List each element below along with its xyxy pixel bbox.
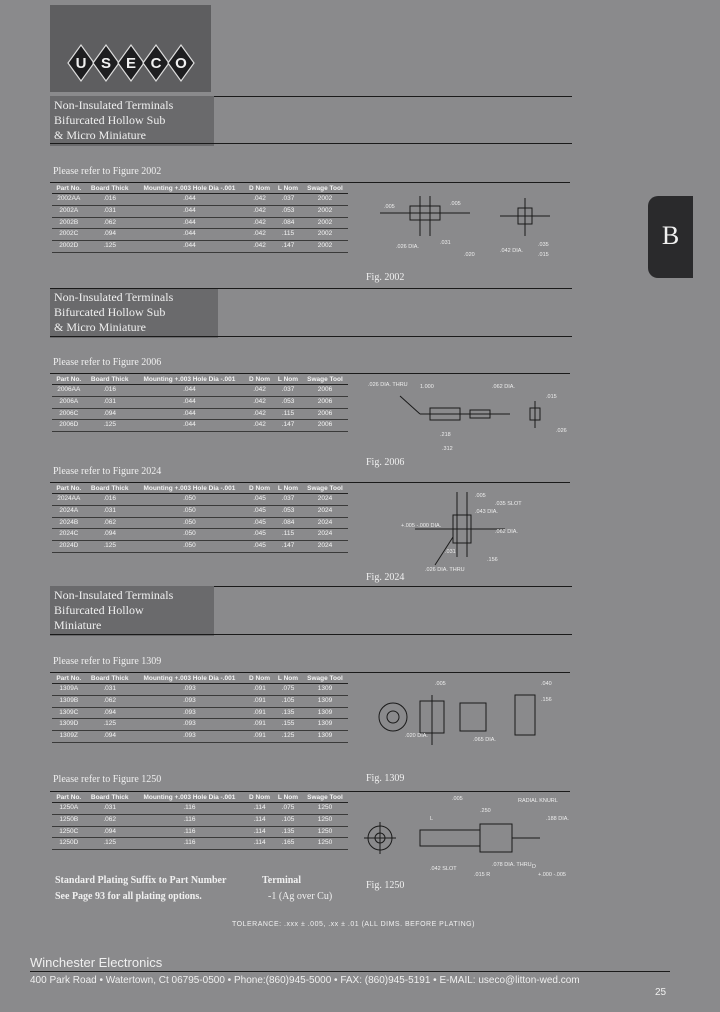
table-row: 2024C .094 .050 .045 .115 2024 <box>52 529 348 541</box>
spec-table-2002: Part No. Board Thick Mounting +.003 Hole Dia -.001 D Nom L Nom Swage Tool 2002AA .016 .044 .042 .037 2002 2002A .031 .044 .042 .053 2002 2002B .062 .044 .042 .084 2002 2002C .094 .044 .042 .115 2002 2002D .125 .044 .042 .147 2002 <box>52 184 348 253</box>
svg-text:.312: .312 <box>442 446 453 452</box>
svg-text:.218: .218 <box>440 432 451 438</box>
table-row: 2002D .125 .044 .042 .147 2002 <box>52 241 348 253</box>
figure-reference: Please refer to Figure 1309 <box>53 656 162 667</box>
page-number: 25 <box>655 987 667 998</box>
spec-table-2024: Part No. Board Thick Mounting +.003 Hole Dia -.001 D Nom L Nom Swage Tool 2024AA .016 .050 .045 .037 2024 2024A .031 .050 .045 .053 2024 2024B .062 .050 .045 .084 2024 2024C .094 .050 .045 .115 2024 2024D .125 .050 .045 .147 2024 <box>52 484 348 553</box>
svg-text:.078 DIA. THRU: .078 DIA. THRU <box>492 862 532 868</box>
figure-1250-drawing <box>360 790 575 880</box>
svg-text:.188 DIA.: .188 DIA. <box>546 816 569 822</box>
table-row: 1309D .125 .093 .091 .155 1309 <box>52 719 348 731</box>
svg-text:.062 DIA.: .062 DIA. <box>495 529 518 535</box>
company-address: 400 Park Road • Watertown, Ct 06795-0500 • Phone:(860)945-5000 • FAX: (860)945-5191 • E-MAIL: useco@litton-wed.com <box>30 975 580 986</box>
spec-table-1250: Part No. Board Thick Mounting +.003 Hole Dia -.001 D Nom L Nom Swage Tool 1250A .031 .116 .114 .075 1250 1250B .062 .116 .114 .105 1250 1250C .094 .116 .114 .135 1250 1250D .125 .116 .114 .165 1250 <box>52 793 348 850</box>
svg-text:.026: .026 <box>556 428 567 434</box>
plating-terminal-value: -1 (Ag over Cu) <box>268 891 333 902</box>
svg-text:.020 DIA.: .020 DIA. <box>405 733 428 739</box>
figure-caption: Fig. 2006 <box>366 457 405 468</box>
svg-text:1.000: 1.000 <box>420 384 434 390</box>
figure-1309-drawing <box>365 675 570 770</box>
plating-options-note: See Page 93 for all plating options. <box>55 891 202 902</box>
svg-text:.005: .005 <box>450 201 461 207</box>
table-row: 2024A .031 .050 .045 .053 2024 <box>52 505 348 517</box>
svg-text:.020: .020 <box>464 252 475 258</box>
table-row: 2024B .062 .050 .045 .084 2024 <box>52 517 348 529</box>
table-row: 2006D .125 .044 .042 .147 2006 <box>52 420 348 432</box>
table-row: 1250C .094 .116 .114 .135 1250 <box>52 826 348 838</box>
tolerance-note: TOLERANCE: .xxx ± .005, .xx ± .01 (ALL DIMS. BEFORE PLATING) <box>232 921 475 928</box>
table-row: 1250D .125 .116 .114 .165 1250 <box>52 838 348 850</box>
company-name: Winchester Electronics <box>30 955 163 970</box>
svg-text:.156: .156 <box>487 557 498 563</box>
svg-text:.035: .035 <box>538 242 549 248</box>
svg-text:.005: .005 <box>452 796 463 802</box>
logo-letter: C <box>150 55 162 72</box>
svg-text:.005: .005 <box>475 493 486 499</box>
table-row: 1309A .031 .093 .091 .075 1309 <box>52 684 348 696</box>
spec-table-2006: Part No. Board Thick Mounting +.003 Hole Dia -.001 D Nom L Nom Swage Tool 2006AA .016 .044 .042 .037 2006 2006A .031 .044 .042 .053 2006 2006C .094 .044 .042 .115 2006 2006D .125 .044 .042 .147 2006 <box>52 375 348 432</box>
table-row: 2024AA .016 .050 .045 .037 2024 <box>52 494 348 506</box>
svg-text:.156: .156 <box>541 697 552 703</box>
plating-terminal-label: Terminal <box>262 875 302 886</box>
table-row: 2006C .094 .044 .042 .115 2006 <box>52 408 348 420</box>
table-row: 2002C .094 .044 .042 .115 2002 <box>52 229 348 241</box>
svg-text:.015: .015 <box>538 252 549 258</box>
svg-text:.065 DIA.: .065 DIA. <box>473 737 496 743</box>
table-row: 2006A .031 .044 .042 .053 2006 <box>52 396 348 408</box>
useco-logo <box>50 5 211 92</box>
figure-caption: Fig. 1309 <box>366 773 405 784</box>
svg-text:.015 R: .015 R <box>474 872 491 878</box>
svg-text:.031: .031 <box>445 549 456 555</box>
figure-2006-drawing <box>360 376 575 456</box>
svg-text:.031: .031 <box>440 240 451 246</box>
svg-text:+.000 -.005: +.000 -.005 <box>538 872 566 878</box>
section-title: Non-Insulated Terminals Bifurcated Hollow Sub & Micro Miniature <box>50 288 218 338</box>
logo-letter: S <box>100 55 112 72</box>
svg-text:.005: .005 <box>435 681 446 687</box>
logo-letter: E <box>125 55 137 72</box>
section-title: Non-Insulated Terminals Bifurcated Hollow Miniature <box>50 586 214 636</box>
figure-caption: Fig. 1250 <box>366 880 405 891</box>
svg-text:.026 DIA. THRU: .026 DIA. THRU <box>368 382 408 388</box>
table-row: 2002A .031 .044 .042 .053 2002 <box>52 205 348 217</box>
figure-caption: Fig. 2024 <box>366 572 405 583</box>
table-row: 1309C .094 .093 .091 .135 1309 <box>52 707 348 719</box>
figure-reference: Please refer to Figure 2002 <box>53 166 162 177</box>
figure-caption: Fig. 2002 <box>366 272 405 283</box>
logo-letter: U <box>75 55 87 72</box>
table-row: 1309B .062 .093 .091 .105 1309 <box>52 695 348 707</box>
useco-logo-graphic <box>50 5 211 92</box>
table-row: 1250B .062 .116 .114 .105 1250 <box>52 814 348 826</box>
svg-text:.035 SLOT: .035 SLOT <box>495 501 522 507</box>
svg-text:.040: .040 <box>541 681 552 687</box>
svg-text:.005: .005 <box>384 204 395 210</box>
svg-text:.042 SLOT: .042 SLOT <box>430 866 457 872</box>
figure-reference: Please refer to Figure 2006 <box>53 357 162 368</box>
svg-text:.250: .250 <box>480 808 491 814</box>
svg-text:.062 DIA.: .062 DIA. <box>492 384 515 390</box>
section-tab-b: B <box>648 196 693 278</box>
table-row: 1250A .031 .116 .114 .075 1250 <box>52 803 348 815</box>
spec-table-1309: Part No. Board Thick Mounting +.003 Hole Dia -.001 D Nom L Nom Swage Tool 1309A .031 .093 .091 .075 1309 1309B .062 .093 .091 .105 1309 1309C .094 .093 .091 .135 1309 1309D .125 .093 .091 .155 1309 1309Z .094 .093 .091 .125 1309 <box>52 674 348 743</box>
figure-reference: Please refer to Figure 1250 <box>53 774 162 785</box>
svg-text:.026 DIA. THRU: .026 DIA. THRU <box>425 567 465 572</box>
plating-suffix-label: Standard Plating Suffix to Part Number <box>55 875 227 886</box>
svg-text:.026 DIA.: .026 DIA. <box>396 244 419 250</box>
svg-text:L: L <box>430 816 434 822</box>
figure-2024-drawing <box>395 487 570 572</box>
svg-text:D: D <box>532 864 536 870</box>
section-title: Non-Insulated Terminals Bifurcated Hollow Sub & Micro Miniature <box>50 96 214 146</box>
table-row: 1309Z .094 .093 .091 .125 1309 <box>52 731 348 743</box>
svg-text:.043 DIA.: .043 DIA. <box>475 509 498 515</box>
svg-text:+.005 -.000 DIA.: +.005 -.000 DIA. <box>401 523 442 529</box>
table-row: 2024D .125 .050 .045 .147 2024 <box>52 541 348 553</box>
figure-reference: Please refer to Figure 2024 <box>53 466 162 477</box>
logo-letter: O <box>175 55 187 72</box>
table-row: 2002AA .016 .044 .042 .037 2002 <box>52 194 348 206</box>
table-row: 2002B .062 .044 .042 .084 2002 <box>52 217 348 229</box>
figure-2002-drawing <box>360 186 575 266</box>
table-row: 2006AA .016 .044 .042 .037 2006 <box>52 385 348 397</box>
svg-text:.015: .015 <box>546 394 557 400</box>
svg-text:RADIAL KNURL: RADIAL KNURL <box>518 798 558 804</box>
svg-text:.042 DIA.: .042 DIA. <box>500 248 523 254</box>
